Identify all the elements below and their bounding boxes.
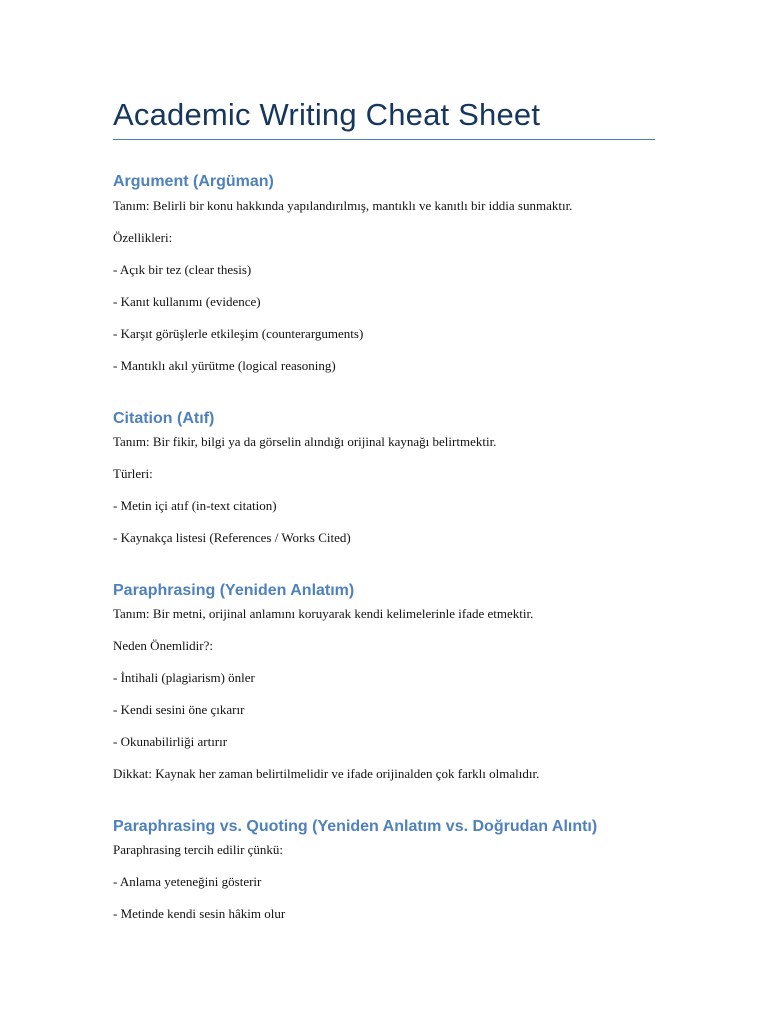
title-underline [113,139,655,140]
list-item: - Metin içi atıf (in-text citation) [113,498,277,513]
paragraph: Özellikleri: [113,230,173,245]
paragraph: Tanım: Belirli bir konu hakkında yapılandırılmış, mantıklı ve kanıtlı bir iddia sunmaktır. [113,198,573,213]
list-item: - Kendi sesini öne çıkarır [113,702,245,717]
list-item: - Kaynakça listesi (References / Works Cited) [113,530,351,545]
list-item: - Anlama yeteneğini gösterir [113,874,262,889]
document-title: Academic Writing Cheat Sheet [113,97,541,132]
list-item: - Metinde kendi sesin hâkim olur [113,906,286,921]
paragraph: Paraphrasing tercih edilir çünkü: [113,842,284,857]
list-item: - Kanıt kullanımı (evidence) [113,294,261,309]
paragraph: Neden Önemlidir?: [113,638,213,653]
paragraph: Türleri: [113,466,153,481]
paragraph: Dikkat: Kaynak her zaman belirtilmelidir ve ifade orijinalden çok farklı olmalıdır. [113,766,540,781]
list-item: - Mantıklı akıl yürütme (logical reasoning) [113,358,336,373]
document-page [113,94,655,140]
list-item: - Okunabilirliği artırır [113,734,228,749]
section-heading: Paraphrasing (Yeniden Anlatım) [113,582,355,599]
section-heading: Citation (Atıf) [113,410,215,427]
list-item: - İntihali (plagiarism) önler [113,670,255,685]
paragraph: Tanım: Bir fikir, bilgi ya da görselin alındığı orijinal kaynağı belirtmektir. [113,434,497,449]
section-heading: Paraphrasing vs. Quoting (Yeniden Anlatım vs. Doğrudan Alıntı) [113,818,598,835]
list-item: - Açık bir tez (clear thesis) [113,262,252,277]
paragraph: Tanım: Bir metni, orijinal anlamını koruyarak kendi kelimelerinle ifade etmektir. [113,606,534,621]
list-item: - Karşıt görüşlerle etkileşim (counterarguments) [113,326,364,341]
section-heading: Argument (Argüman) [113,173,274,190]
